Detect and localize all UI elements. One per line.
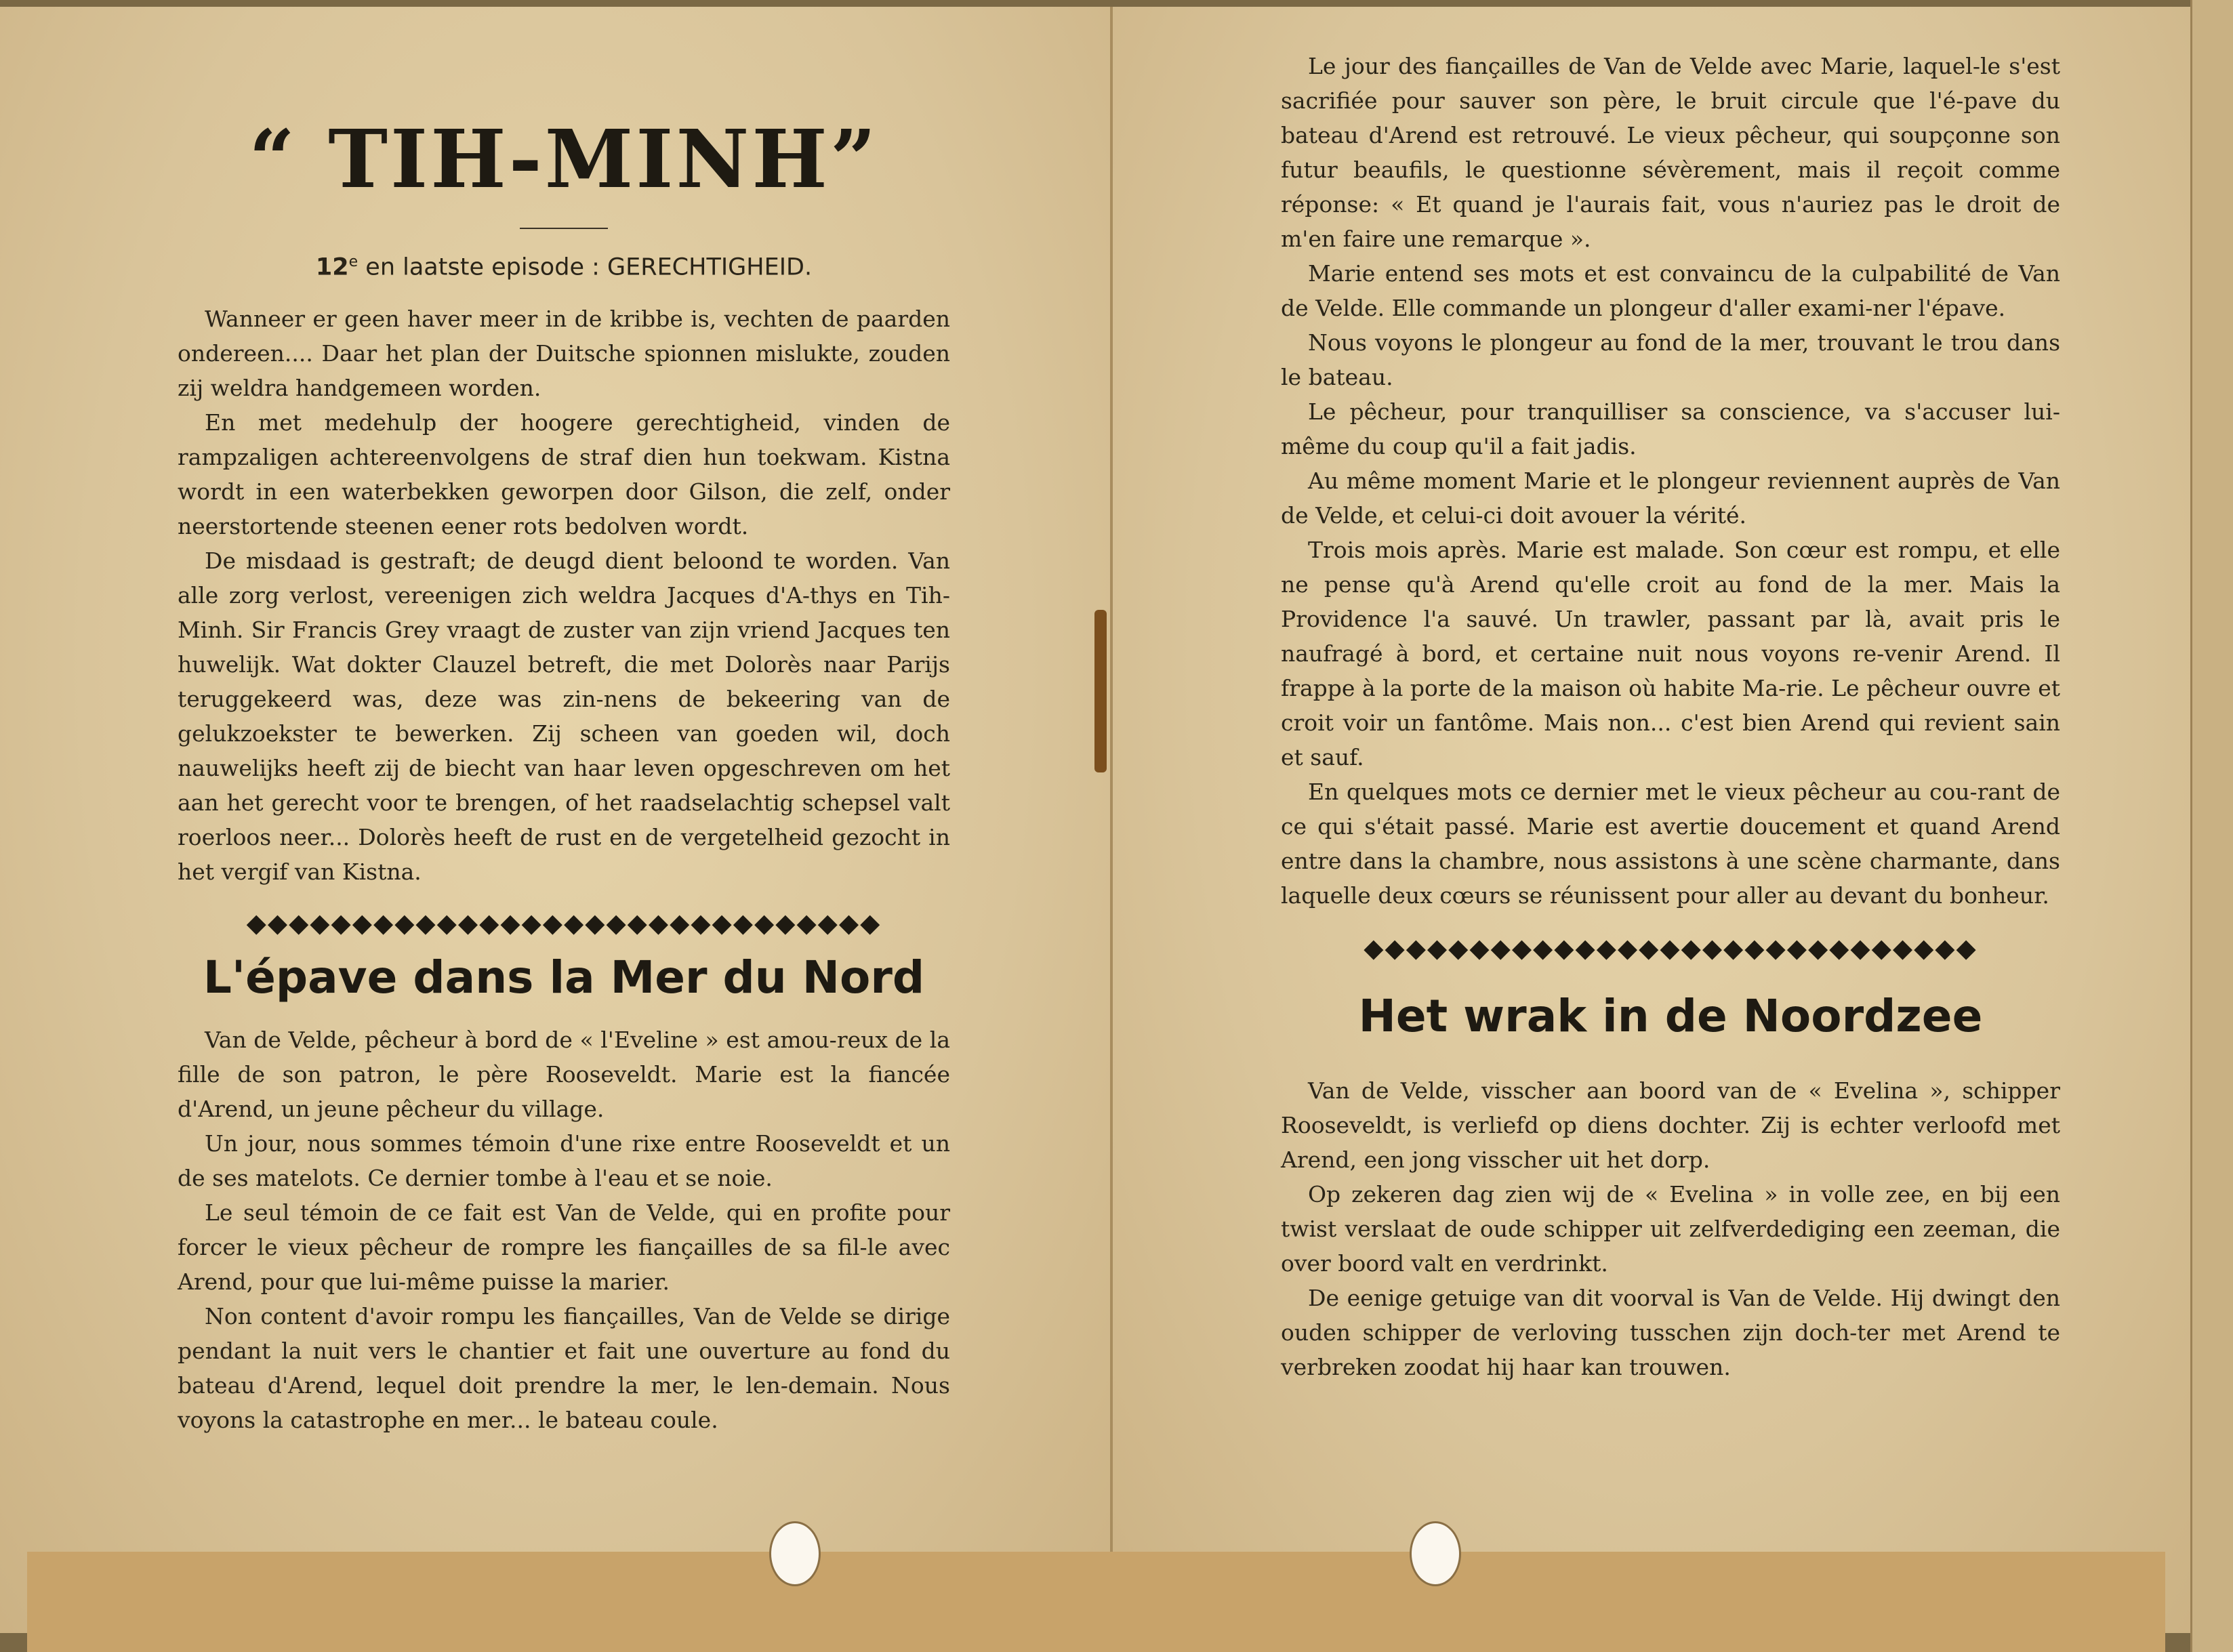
paragraph: Non content d'avoir rompu les fiançailles, Van de Velde se dirige pendant la nuit vers le chantier et fait une ouverture au fond du bateau d'Arend, lequel doit prendre la mer, le len-demain. Nous voyons la catastrophe en mer... le bateau coule.	[178, 1302, 950, 1433]
paragraph: De misdaad is gestraft; de deugd dient beloond te worden. Van alle zorg verlost, vereenigen zich weldra Jacques d'A-thys en Tih-Minh. Sir Francis Grey vraagt de zuster van zijn vriend Jacques ten huwelijk. Wat dokter Clauzel betreft, die met Dolorès naar Parijs teruggekeerd was, deze was zin-nens de bekeering van de gelukzoekster te bewerken. Zij scheen van goeden wil, doch nauwelijks heeft zij de biecht van haar leven opgeschreven om het aan het gerecht voor te brengen, of het raadselachtig schepsel valt roerloos neer... Dolorès heeft de rust en de vergetelheid gezocht in het vergif van Kistna.	[178, 547, 950, 885]
ornament-divider: ◆◆◆◆◆◆◆◆◆◆◆◆◆◆◆◆◆◆◆◆◆◆◆◆◆◆◆◆◆	[1364, 933, 1978, 963]
title-rule	[520, 228, 608, 229]
paragraph: Van de Velde, pêcheur à bord de « l'Eveline » est amou-reux de la fille de son patron, le père Rooseveldt. Marie est la fiancée d'Arend, un jeune pêcheur du village.	[178, 1026, 950, 1122]
paragraph: Van de Velde, visscher aan boord van de « Evelina », schipper Rooseveldt, is verliefd op diens dochter. Zij is echter verloofd met Arend, een jong visscher uit het dorp.	[1281, 1077, 2060, 1173]
paragraph: De eenige getuige van dit voorval is Van de Velde. Hij dwingt den ouden schipper de verloving tusschen zijn doch-ter met Arend te verbreken zoodat hij haar kan trouwen.	[1281, 1285, 2060, 1380]
episode-line	[178, 253, 950, 281]
cover-bottom-band	[27, 1552, 2165, 1652]
paragraph: Op zekeren dag zien wij de « Evelina » in volle zee, en bij een twist verslaat de oude schipper uit zelfverdediging een zeeman, die over boord valt en verdrinkt.	[1281, 1181, 2060, 1277]
paragraph: Wanneer er geen haver meer in de kribbe is, vechten de paarden ondereen.... Daar het plan der Duitsche spionnen mislukte, zouden zij weldra handgemeen worden.	[178, 305, 950, 401]
punch-hole-left	[769, 1521, 821, 1586]
paragraph: Nous voyons le plongeur au fond de la mer, trouvant le trou dans le bateau.	[1281, 329, 2060, 390]
left-column	[178, 108, 950, 1437]
paragraph: Un jour, nous sommes témoin d'une rixe entre Rooseveldt et un de ses matelots. Ce dernier tombe à l'eau et se noie.	[178, 1130, 950, 1191]
punch-hole-right	[1410, 1521, 1461, 1586]
right-column	[1281, 49, 2060, 1384]
episode-text: en laatste episode : GERECHTIGHEID.	[358, 253, 813, 281]
episode-suffix: e	[348, 253, 358, 270]
section-heading: L'épave dans la Mer du Nord	[203, 951, 925, 1004]
paragraph: Trois mois après. Marie est malade. Son cœur est rompu, et elle ne pense qu'à Arend qu'elle croit au fond de la mer. Mais la Providence l'a sauvé. Un trawler, passant par là, avait pris le naufragé à bord, et certaine nuit nous voyons re-venir Arend. Il frappe à la porte de la maison où habite Ma-rie. Le pêcheur ouvre et croit voir un fantôme. Mais non... c'est bien Arend qui revient sain et sauf.	[1281, 537, 2060, 770]
page-title: “ TIH-MINH”	[249, 112, 879, 206]
page-edge-stack	[2190, 0, 2233, 1652]
paragraph: En quelques mots ce dernier met le vieux pêcheur au cou-rant de ce qui s'était passé. Marie est avertie doucement et quand Arend entre dans la chambre, nous assistons à une scène charmante, dans laquelle deux cœurs se réunissent pour aller au devant du bonheur.	[1281, 779, 2060, 909]
paragraph: En met medehulp der hoogere gerechtigheid, vinden de rampzaligen achtereenvolgens de straf dien hun toekwam. Kistna wordt in een waterbekken geworpen door Gilson, die zelf, onder neerstortende steenen eener rots bedolven wordt.	[178, 409, 950, 539]
paragraph: Le jour des fiançailles de Van de Velde avec Marie, laquel-le s'est sacrifiée pour sauver son père, le bruit circule que l'é-pave du bateau d'Arend est retrouvé. Le vieux pêcheur, qui soupçonne son futur beaufils, le questionne sévèrement, mais il reçoit comme réponse: « Et quand je l'aurais fait, vous n'auriez pas le droit de m'en faire une remarque ».	[1281, 53, 2060, 252]
paragraph: Le pêcheur, pour tranquilliser sa conscience, va s'accuser lui-même du coup qu'il a fait jadis.	[1281, 398, 2060, 459]
section-heading: Het wrak in de Noordzee	[1358, 990, 1983, 1042]
episode-number: 12	[315, 253, 349, 281]
paragraph: Au même moment Marie et le plongeur reviennent auprès de Van de Velde, et celui-ci doit avouer la vérité.	[1281, 468, 2060, 529]
binding-thread	[1094, 610, 1107, 772]
ornament-divider: ◆◆◆◆◆◆◆◆◆◆◆◆◆◆◆◆◆◆◆◆◆◆◆◆◆◆◆◆◆◆	[246, 907, 882, 938]
paragraph: Le seul témoin de ce fait est Van de Velde, qui en profite pour forcer le vieux pêcheur de rompre les fiançailles de sa fil-le avec Arend, pour que lui-même puisse la marier.	[178, 1199, 950, 1295]
paragraph: Marie entend ses mots et est convaincu de la culpabilité de Van de Velde. Elle commande un plongeur d'aller exami-ner l'épave.	[1281, 260, 2060, 321]
